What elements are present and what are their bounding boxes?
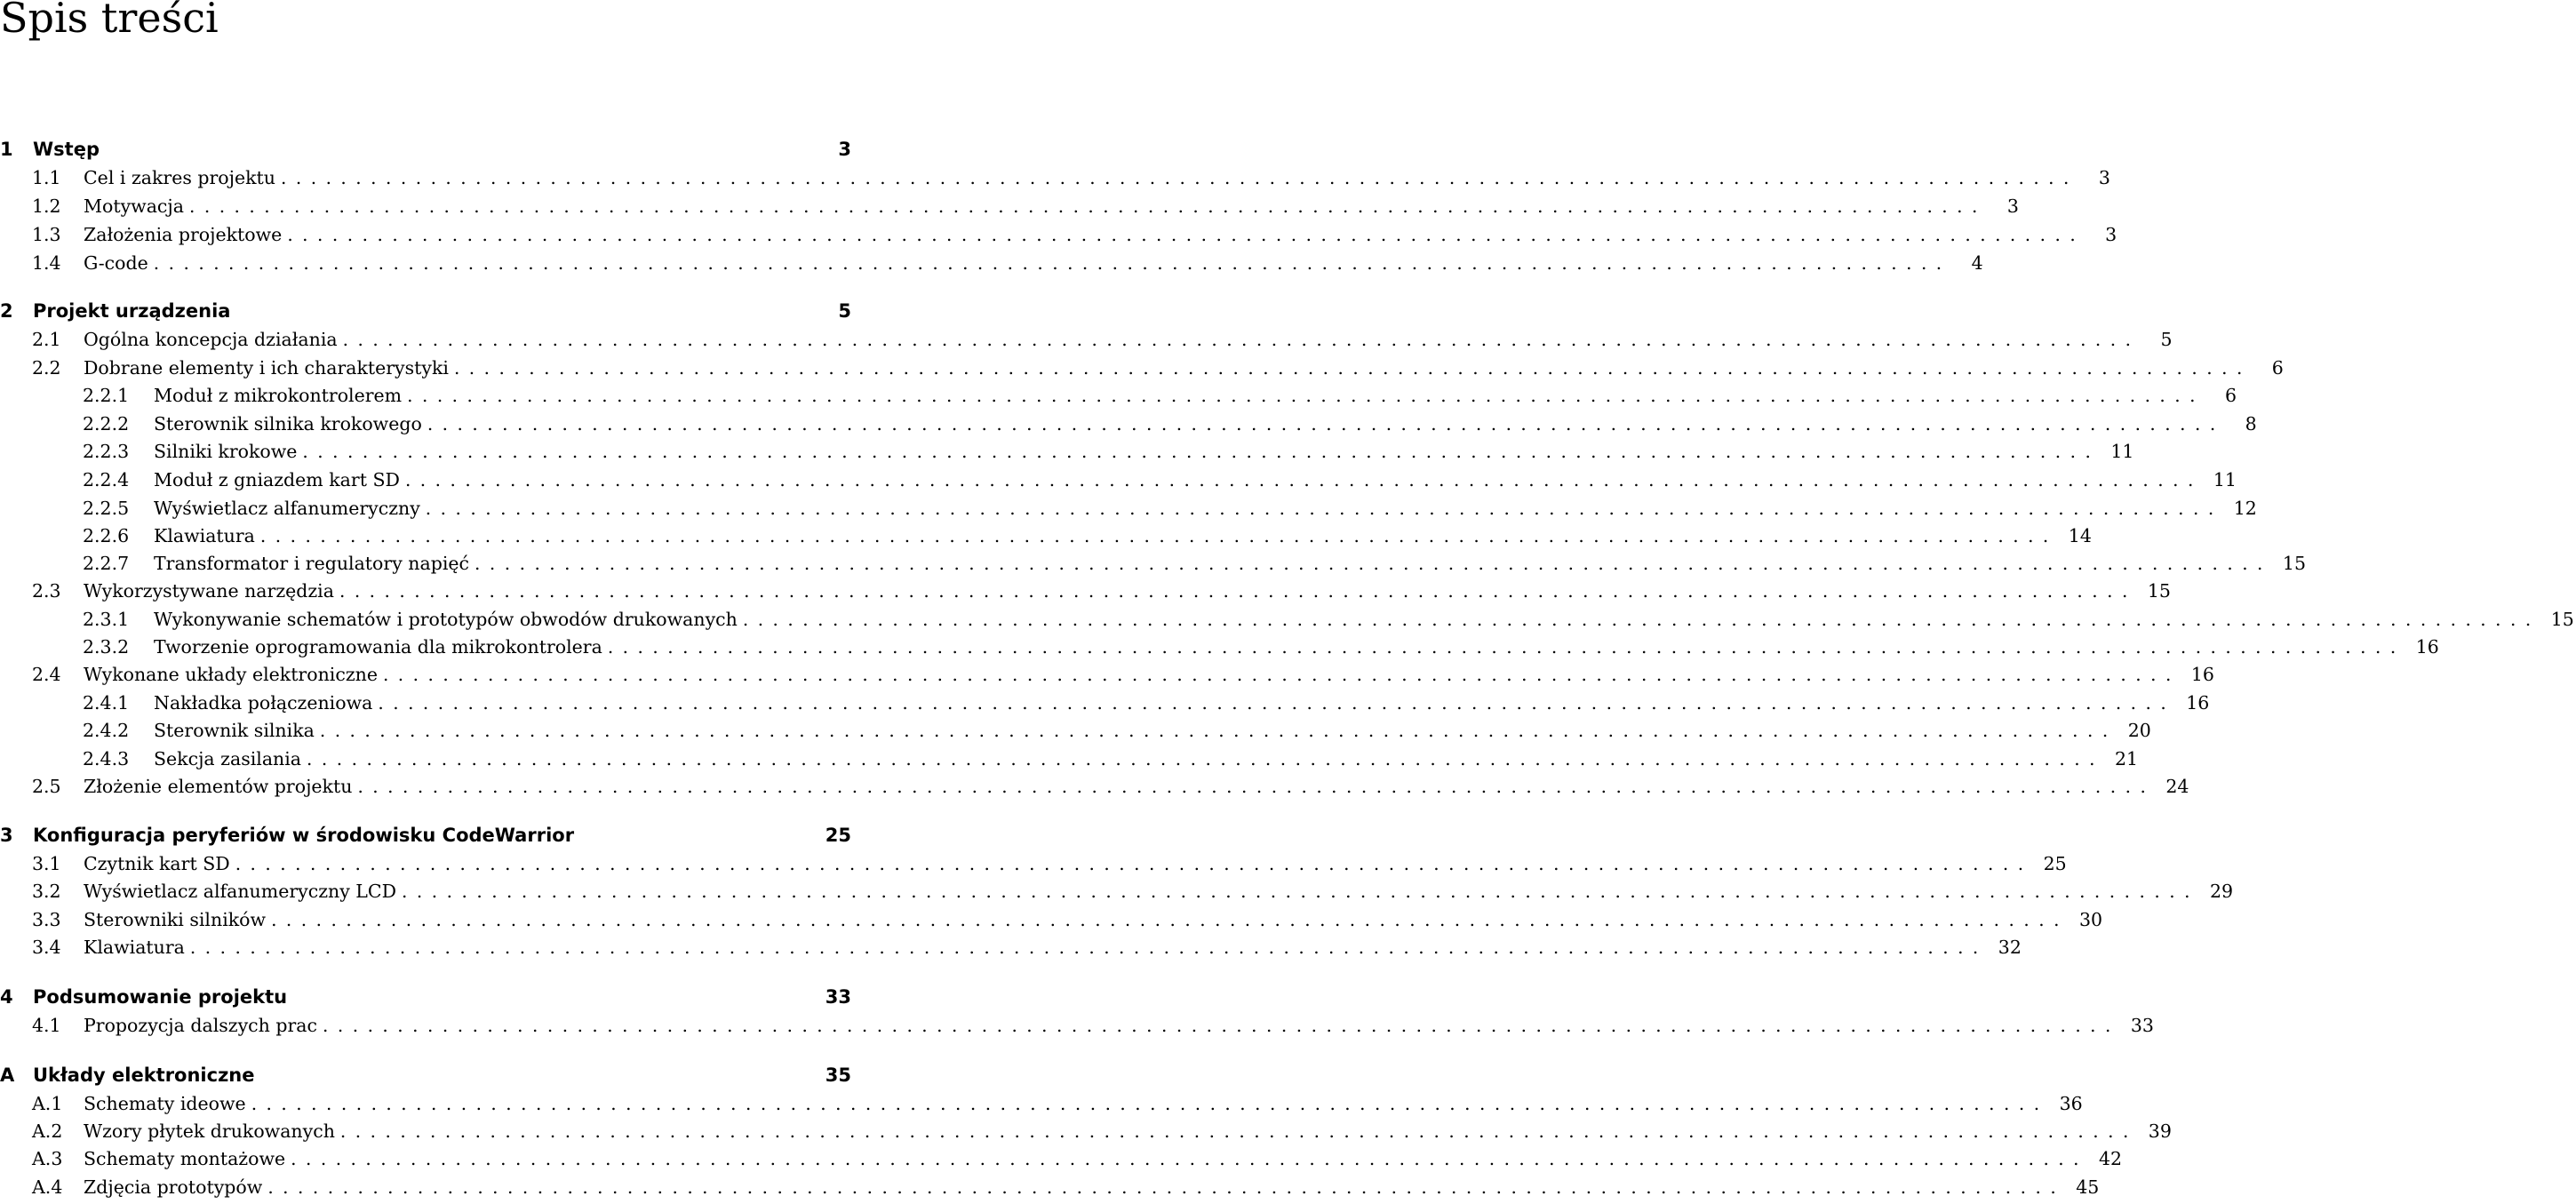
toc-chapter-entry[interactable] [0,135,853,163]
toc-section-entry[interactable] [0,1117,2172,1145]
toc-entry-number: A [0,1064,15,1086]
toc-entry-number: 1.2 [32,195,61,217]
toc-entry-title: Silniki krokowe [154,441,298,462]
toc-entry-number: 2.2.1 [83,385,130,406]
toc-section-entry[interactable] [0,933,2022,961]
toc-entry-title: Klawiatura [154,525,255,546]
toc-entry-page-number: 45 [2076,1176,2100,1198]
toc-entry-page-number: 16 [2415,636,2439,658]
toc-entry-title: Moduł z mikrokontrolerem [154,385,403,406]
toc-entry-page-number: 35 [825,1064,851,1086]
dot-leader: ........................................................................................................................ [319,720,2117,741]
toc-chapter-entry[interactable] [0,821,853,849]
toc-entry-number: 4 [0,986,13,1008]
toc-entry-title: Dobrane elementy i ich charakterystyki [84,357,449,379]
toc-entry-page-number: 39 [2148,1120,2172,1142]
dot-leader: ........................................................................................................................ [742,609,2540,630]
page-title: Spis treści [0,0,219,42]
toc-entry-page-number: 4 [1971,252,1983,274]
dot-leader: ........................................................................................................................ [453,357,2252,379]
toc-entry-number: 2.2.4 [83,469,130,490]
toc-entry-title: Wykonywanie schematów i prototypów obwodów drukowanych [154,609,738,630]
toc-section-entry[interactable] [0,877,2234,905]
dot-leader: ........................................................................................................................ [271,909,2069,930]
dot-leader: ........................................................................................................................ [251,1093,2049,1114]
toc-entry-page-number: 15 [2282,553,2306,574]
toc-section-entry[interactable] [0,1144,2123,1173]
toc-entry-title: Cel i zakres projektu [84,167,275,188]
toc-entry-title: Założenia projektowe [84,224,283,245]
toc-entry-title: Propozycja dalszych prac [84,1015,317,1036]
toc-entry-number: 2.2.2 [83,413,130,435]
dot-leader: ........................................................................................................................ [153,252,1951,274]
toc-entry-number: 3.3 [32,909,61,930]
toc-entry-page-number: 6 [2224,385,2237,406]
toc-entry-page-number: 16 [2186,692,2210,714]
toc-entry-title: Sterownik silnika krokowego [154,413,422,435]
dot-leader: ........................................................................................................................ [302,441,2101,462]
toc-entry-number: 3.4 [32,937,61,958]
toc-entry-page-number: 3 [838,139,851,160]
toc-entry-page-number: 11 [2213,469,2237,490]
toc-entry-page-number: 5 [838,300,851,322]
toc-entry-number: 2.4.3 [83,748,130,769]
toc-entry-page-number: 30 [2078,909,2103,930]
toc-entry-title: Konfiguracja peryferiów w środowisku CodeWarrior [33,825,575,846]
toc-entry-title: Podsumowanie projektu [33,986,288,1008]
toc-entry-title: Sekcja zasilania [154,748,302,769]
dot-leader: ........................................................................................................................ [307,748,2104,769]
toc-chapter-entry[interactable] [0,297,853,325]
toc-section-entry[interactable] [0,249,1983,277]
toc-section-entry[interactable] [0,410,2257,438]
dot-leader: ........................................................................................................................ [402,881,2199,902]
toc-entry-title: Moduł z gniazdem kart SD [154,469,400,490]
toc-section-entry[interactable] [0,354,2284,382]
toc-entry-page-number: 32 [1998,937,2022,958]
toc-entry-number: 2.3.2 [83,636,130,658]
toc-section-entry[interactable] [0,437,2134,466]
toc-entry-number: 2.2.3 [83,441,130,462]
dot-leader: ........................................................................................................................ [607,636,2405,658]
toc-entry-page-number: 12 [2233,498,2257,519]
toc-entry-number: 2.2 [32,357,61,379]
toc-entry-number: 2 [0,300,13,322]
toc-entry-title: Motywacja [84,195,184,217]
toc-section-entry[interactable] [0,905,2103,934]
toc-section-entry[interactable] [0,549,2306,578]
toc-entry-number: 1.3 [32,224,61,245]
toc-entry-title: Wykonane układy elektroniczne [84,664,378,685]
toc-entry-number: 1.4 [32,252,61,274]
dot-leader: ........................................................................................................................ [339,1120,2138,1142]
toc-entry-page-number: 3 [2006,195,2019,217]
toc-entry-title: Ogólna koncepcja działania [84,329,338,350]
toc-section-entry[interactable] [0,1173,2100,1201]
dot-leader: ........................................................................................................................ [382,664,2181,685]
toc-entry-title: Wzory płytek drukowanych [84,1120,335,1142]
toc-section-entry[interactable] [0,633,2439,661]
toc-entry-page-number: 15 [2147,580,2171,602]
toc-entry-page-number: 15 [2550,609,2574,630]
toc-entry-title: Zdjęcia prototypów [84,1176,263,1198]
toc-section-entry[interactable] [0,605,2574,634]
toc-entry-number: A.4 [32,1176,63,1198]
toc-entry-title: Projekt urządzenia [33,300,231,322]
toc-entry-title: Sterownik silnika [154,720,315,741]
toc-entry-number: 4.1 [32,1015,61,1036]
toc-section-entry[interactable] [0,1011,2154,1040]
toc-entry-page-number: 3 [2098,167,2110,188]
toc-entry-number: 2.4.2 [83,720,130,741]
toc-entry-page-number: 14 [2068,525,2092,546]
dot-leader: ........................................................................................................................ [281,167,2078,188]
toc-entry-page-number: 5 [2160,329,2173,350]
toc-entry-page-number: 29 [2209,881,2234,902]
toc-entry-page-number: 6 [2271,357,2284,379]
toc-entry-number: 2.2.6 [83,525,130,546]
toc-entry-page-number: 21 [2114,748,2139,769]
toc-entry-title: Schematy ideowe [84,1093,246,1114]
dot-leader: ........................................................................................................................ [259,525,2058,546]
toc-entry-number: 3.2 [32,881,61,902]
dot-leader: ........................................................................................................................ [287,224,2086,245]
toc-entry-title: Wykorzystywane narzędzia [84,580,334,602]
toc-entry-title: G-code [84,252,148,274]
toc-entry-number: 2.5 [32,776,61,797]
toc-section-entry[interactable] [0,689,2210,717]
dot-leader: ........................................................................................................................ [342,329,2141,350]
toc-entry-number: 2.1 [32,329,61,350]
dot-leader: ........................................................................................................................ [475,553,2272,574]
toc-section-entry[interactable] [0,466,2237,494]
toc-entry-title: Złożenie elementów projektu [84,776,353,797]
toc-entry-title: Schematy montażowe [84,1148,286,1169]
toc-entry-number: 2.4 [32,664,61,685]
toc-entry-title: Układy elektroniczne [33,1064,255,1086]
toc-section-entry[interactable] [0,325,2173,354]
dot-leader: ........................................................................................................................ [339,580,2137,602]
toc-entry-title: Czytnik kart SD [84,853,230,874]
toc-section-entry[interactable] [0,494,2257,522]
toc-entry-page-number: 3 [2105,224,2117,245]
dot-leader: ........................................................................................................................ [323,1015,2120,1036]
toc-entry-page-number: 16 [2190,664,2214,685]
toc-entry-number: 2.2.7 [83,553,130,574]
toc-entry-title: Transformator i regulatory napięć [154,553,470,574]
toc-entry-title: Sterowniki silników [84,909,267,930]
toc-entry-number: 1 [0,139,13,160]
dot-leader: ........................................................................................................................ [378,692,2176,714]
toc-entry-title: Tworzenie oprogramowania dla mikrokontrolera [154,636,602,658]
toc-section-entry[interactable] [0,163,2110,192]
toc-entry-page-number: 20 [2127,720,2151,741]
toc-entry-title: Wstęp [33,139,100,160]
toc-entry-title: Klawiatura [84,937,185,958]
toc-entry-page-number: 33 [825,986,851,1008]
dot-leader: ........................................................................................................................ [235,853,2033,874]
toc-section-entry[interactable] [0,577,2171,605]
dot-leader: ........................................................................................................................ [189,937,1988,958]
toc-section-entry[interactable] [0,745,2139,773]
toc-section-entry[interactable] [0,1089,2083,1118]
dot-leader: ........................................................................................................................ [427,413,2225,435]
toc-entry-number: 1.1 [32,167,61,188]
dot-leader: ........................................................................................................................ [291,1148,2089,1169]
toc-section-entry[interactable] [0,522,2092,550]
toc-entry-number: 2.3 [32,580,61,602]
toc-section-entry[interactable] [0,192,2019,220]
toc-entry-page-number: 25 [825,825,851,846]
toc-entry-number: 2.3.1 [83,609,130,630]
toc-entry-page-number: 36 [2059,1093,2083,1114]
dot-leader: ........................................................................................................................ [425,498,2223,519]
dot-leader: ........................................................................................................................ [188,195,1987,217]
toc-entry-page-number: 11 [2110,441,2134,462]
toc-entry-number: 3 [0,825,13,846]
dot-leader: ........................................................................................................................ [357,776,2156,797]
toc-entry-number: A.3 [32,1148,63,1169]
toc-entry-page-number: 24 [2165,776,2189,797]
toc-chapter-entry[interactable] [0,983,853,1011]
toc-section-entry[interactable] [0,772,2189,801]
toc-entry-title: Wyświetlacz alfanumeryczny [154,498,420,519]
dot-leader: ........................................................................................................................ [267,1176,2066,1198]
toc-entry-number: 3.1 [32,853,61,874]
toc-entry-title: Nakładka połączeniowa [154,692,373,714]
toc-section-entry[interactable] [0,716,2151,745]
toc-entry-page-number: 33 [2130,1015,2154,1036]
toc-entry-number: 2.2.5 [83,498,130,519]
toc-entry-page-number: 8 [2245,413,2257,435]
dot-leader: ........................................................................................................................ [404,469,2203,490]
toc-entry-number: A.2 [32,1120,63,1142]
toc-section-entry[interactable] [0,849,2067,878]
toc-section-entry[interactable] [0,220,2117,249]
toc-entry-title: Wyświetlacz alfanumeryczny LCD [84,881,397,902]
toc-section-entry[interactable] [0,381,2237,410]
toc-chapter-entry[interactable] [0,1061,853,1089]
toc-section-entry[interactable] [0,660,2214,689]
toc-entry-number: 2.4.1 [83,692,130,714]
toc-entry-page-number: 42 [2099,1148,2123,1169]
toc-entry-number: A.1 [32,1093,63,1114]
toc-entry-page-number: 25 [2043,853,2067,874]
dot-leader: ........................................................................................................................ [407,385,2205,406]
